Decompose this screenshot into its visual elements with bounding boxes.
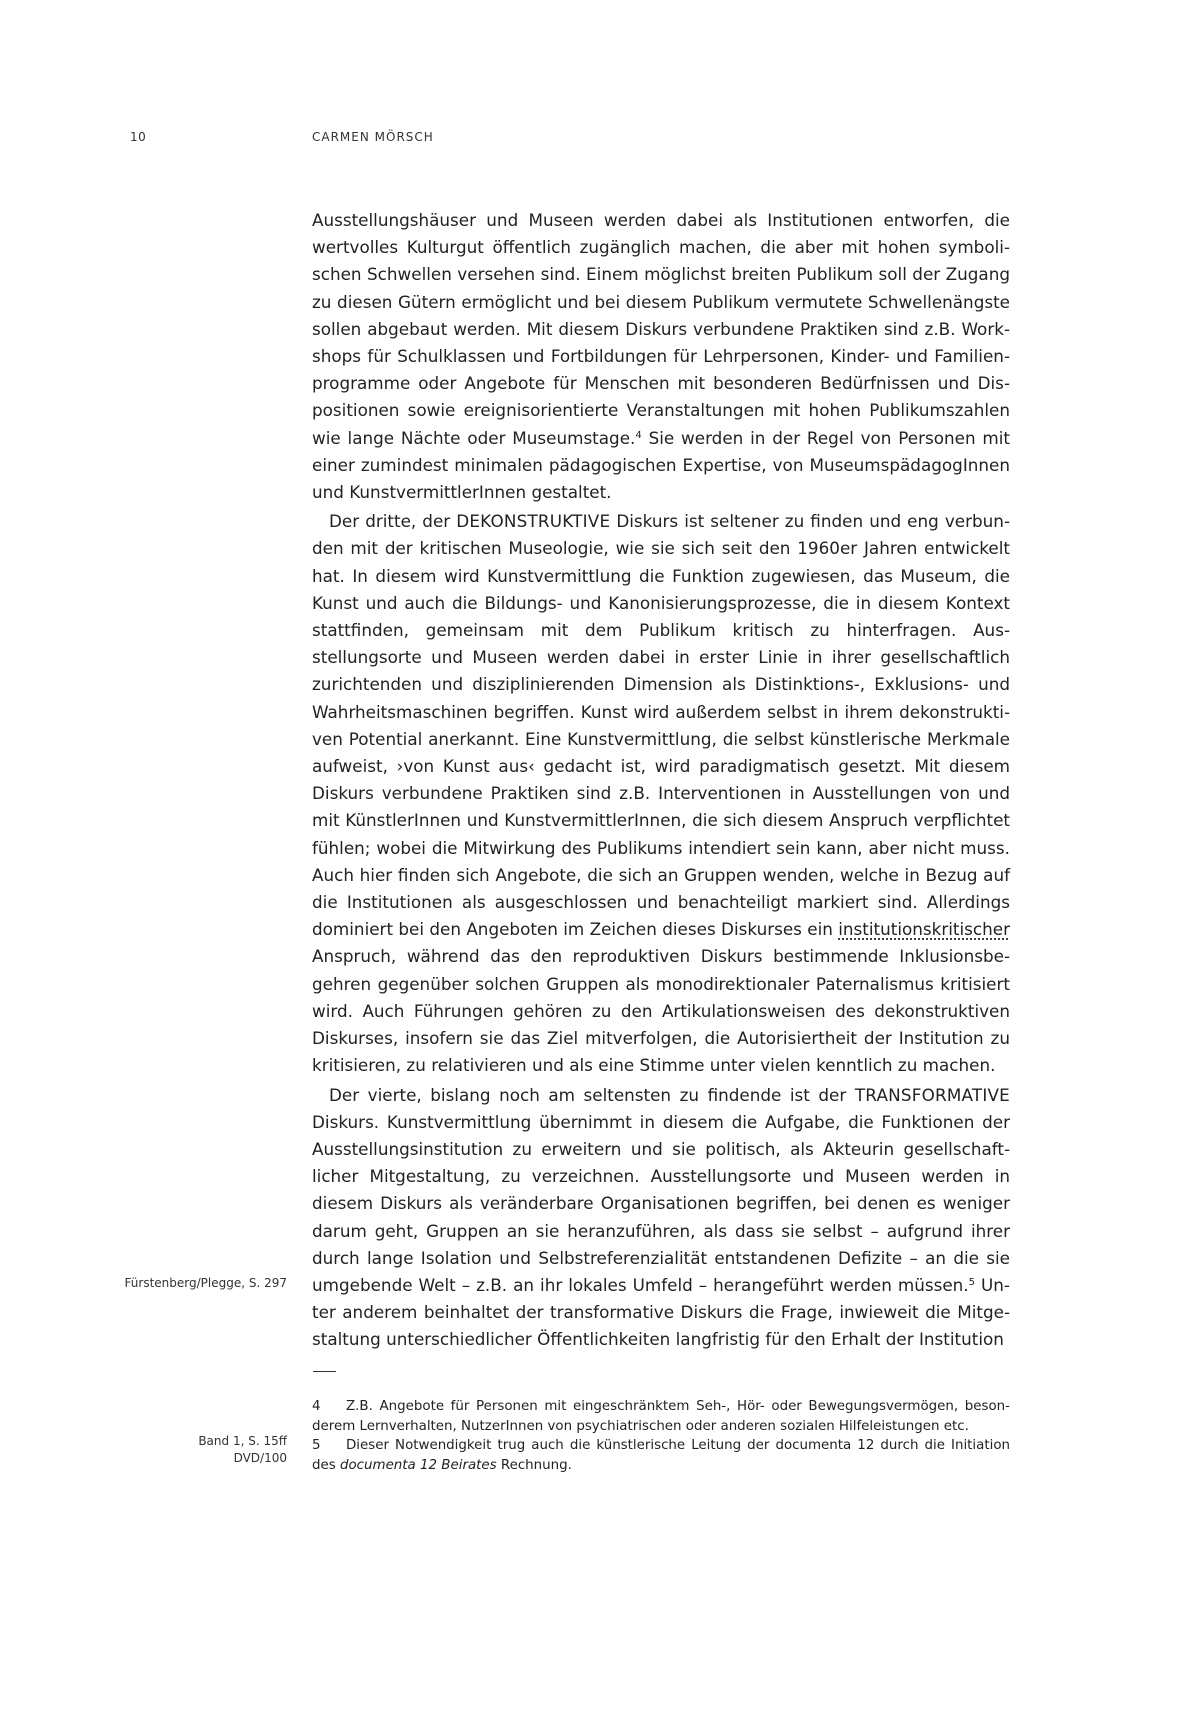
footnote-4 [312,1397,1010,1436]
footnotes [312,1397,1010,1475]
margin-note-band: Band 1, S. 15ff [198,1434,287,1448]
paragraph-2 [312,508,1010,1079]
paragraph-3 [312,1082,1010,1354]
footnote-5-emphasis: documenta 12 Beirates [339,1457,497,1473]
footnote-5-text-a: Dieser Notwendigkeit trug auch die künstlerische Leitung der documenta 12 durch die Initiation des [312,1438,1010,1473]
paragraph-3-text-a: Der vierte, bislang noch am seltensten zu findende ist der [329,1084,855,1105]
paragraph-1 [312,207,1010,506]
footnote-5 [312,1436,1010,1475]
footnote-5-number: 5 [312,1438,321,1453]
page-number: 10 [130,130,147,144]
paragraph-2-text-b: Diskurs ist seltener zu finden und eng verbunden mit der kritischen Museologie, wie sie sich seit den 1960er Jahren entwickelt hat. In diesem wird Kunstvermittlung die Funktion zugewiesen, das Museum, die Kunst und auch die Bildungs- und Kanonisierungsprozesse, die in diesem Kontext stattfinden, gemeinsam mit dem Publikum kritisch zu hinterfragen. Ausstellungsorte und Museen werden dabei in erster Linie in ihrer gesellschaftlich zurichtenden und disziplinierenden Dimension als Distinktions-, Exklusions- und Wahrheitsmaschinen begriffen. Kunst wird außerdem selbst in ihrem dekonstruktiven Potential anerkannt. Eine Kunstvermittlung, die selbst künstlerische Merkmale aufweist, ›von Kunst aus‹ gedacht ist, wird paradigmatisch gesetzt. Mit diesem Diskurs verbundene Praktiken sind z.B. Interventionen in Ausstellungen von und mit KünstlerInnen und KunstvermittlerInnen, die sich diesem Anspruch verpflichtet fühlen; wobei die Mitwirkung des Publikums intendiert sein kann, aber nicht muss. Auch hier finden sich Angebote, die sich an Gruppen wenden, welche in Bezug auf die Institutionen als ausgeschlossen und benachteiligt markiert sind. Allerdings dominiert bei den Angeboten im Zeichen dieses Diskurses ein [312,511,1010,940]
running-header-author: CARMEN MÖRSCH [312,130,434,144]
footnote-divider [313,1371,336,1372]
footnote-4-text: Z.B. Angebote für Personen mit eingeschränktem Seh-, Hör- oder Bewegungsvermögen, besonderem Lernverhalten, NutzerInnen von psychiatrischen oder anderen sozialen Hilfeleistungen etc. [312,1399,1010,1434]
paragraph-3-text-c: Unter anderem beinhaltet der transformative Diskurs die Frage, inwieweit die Mitgestaltung unterschiedlicher Öffentlichkeiten langfristig für den Erhalt der Institution [312,1274,1010,1350]
term-transformative: TRANSFORMATIVE [854,1084,1010,1105]
paragraph-1-text: Ausstellungshäuser und Museen werden dabei als Institutionen entworfen, die wertvolles Kulturgut öffentlich zugänglich machen, die aber mit hohen symbolischen Schwellen versehen sind. Einem möglichst breiten Publikum soll der Zugang zu diesen Gütern ermöglicht und bei diesem Publikum vermutete Schwellenängste sollen abgebaut werden. Mit diesem Diskurs verbundene Praktiken sind z.B. Workshops für Schulklassen und Fortbildungen für Lehrpersonen, Kinder- und Familienprogramme oder Angebote für Menschen mit besonderen Bedürfnissen und Dispositionen sowie ereignisorientierte Veranstaltungen mit hohen Publikumszahlen wie lange Nächte oder Museumstage. [312,210,1010,448]
margin-note-cross-reference [97,1433,287,1467]
paragraph-2-text-a: Der dritte, der [329,511,457,532]
footnote-ref-4[interactable]: 4 [635,429,642,441]
term-deconstructive: DEKONSTRUKTIVE [456,511,611,532]
margin-note-reference: Fürstenberg/Plegge, S. 297 [124,1276,287,1290]
footnote-5-text-b: Rechnung. [496,1457,572,1473]
running-header [0,130,1200,150]
paragraph-1-continued: Sie werden in der Regel von Personen mit einer zumindest minimalen pädagogischen Expertise, von MuseumspädagogInnen und KunstvermittlerInnen gestaltet. [312,427,1011,503]
glossary-link-institutionskritisch[interactable]: institutionskritischer [838,919,1010,940]
margin-note-dvd: DVD/100 [233,1451,287,1465]
main-text [312,207,1010,1354]
footnote-ref-5[interactable]: 5 [968,1276,975,1288]
footnote-4-number: 4 [312,1399,321,1414]
paragraph-2-text-c: Anspruch, während das den reproduktiven Diskurs bestimmende Inklusionsbegehren gegenüber solchen Gruppen als monodirektionaler Paternalismus kritisiert wird. Auch Führungen gehören zu den Artikulationsweisen des dekonstruktiven Diskurses, insofern sie das Ziel mitverfolgen, die Autorisiertheit der Institution zu kritisieren, zu relativieren und als eine Stimme unter vielen kenntlich zu machen. [312,946,1010,1076]
paragraph-3-text-b: Diskurs. Kunstvermittlung übernimmt in diesem die Aufgabe, die Funktionen der Ausstellungsinstitution zu erweitern und sie politisch, als Akteurin gesellschaftlicher Mitgestaltung, zu verzeichnen. Ausstellungsorte und Museen werden in diesem Diskurs als veränderbare Organisationen begriffen, bei denen es weniger darum geht, Gruppen an sie heranzuführen, als dass sie selbst – aufgrund ihrer durch lange Isolation und Selbstreferenzialität entstandenen Defizite – an die sie umgebende Welt – z.B. an ihr lokales Umfeld – herangeführt werden müssen. [312,1111,1010,1295]
